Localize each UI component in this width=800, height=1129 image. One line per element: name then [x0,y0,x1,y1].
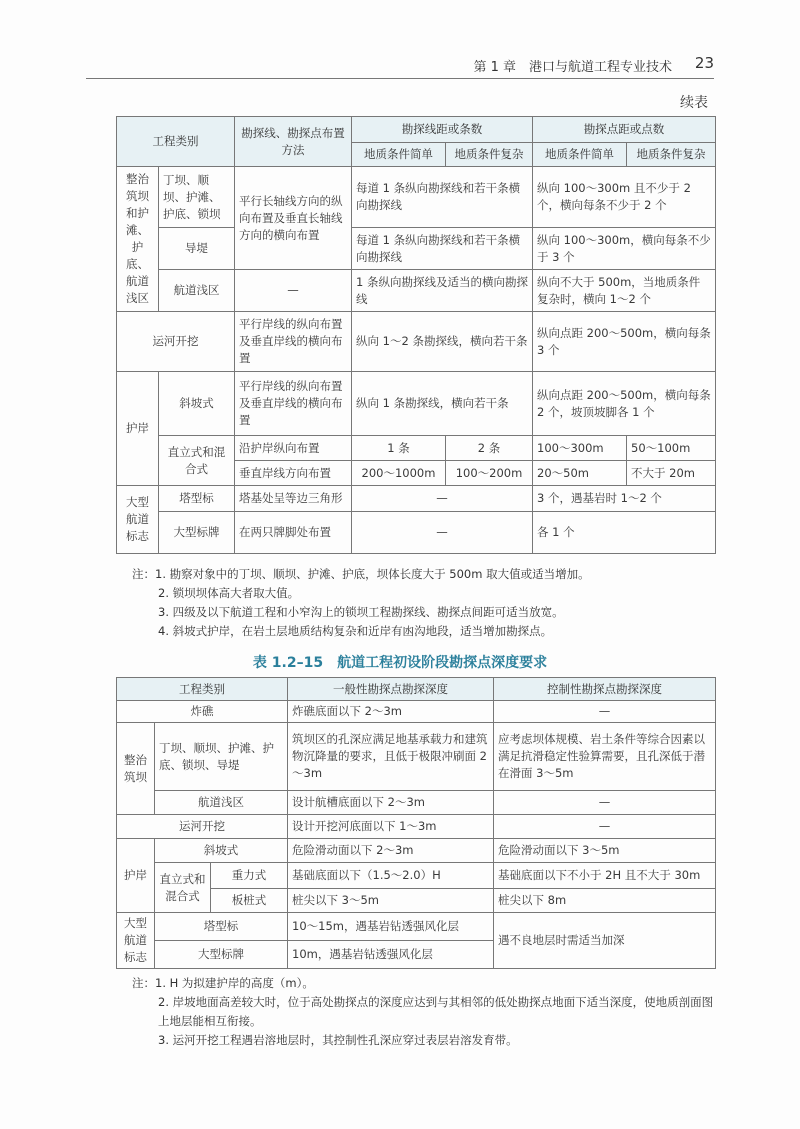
row-dam: 丁坝、顺坝、护滩、护底、锁坝、导堤 [155,723,288,791]
chapter-title: 第 1 章 港口与航道工程专业技术 [473,60,672,75]
row-vert-method-1: 沿护岸纵向布置 [235,436,352,461]
note-line: 3. 运河开挖工程遇岩溶地层时，其控制性孔深应穿过表层岩溶发育带。 [158,1033,518,1047]
header-line: 勘探线距或条数 [352,117,533,143]
table1-notes [132,565,717,641]
row-shoal-line: 1 条纵向勘探线及适当的横向勘探线 [352,270,533,312]
row-dam: 丁坝、顺坝、护滩、护底、锁坝 [159,167,235,228]
row-canal-line: 纵向 1～2 条勘探线，横向若干条 [352,312,533,372]
row-vert-point-simple-2: 20～50m [533,461,627,486]
row-vert-simple-2: 200～1000m [352,461,446,486]
row-sign-control: 遇不良地层时需适当加深 [494,913,716,969]
row-dam-line: 每道 1 条纵向勘探线和若干条横向勘探线 [352,167,533,228]
group-sign: 大型航道标志 [117,913,155,969]
row-shoal-method: — [235,270,352,312]
group-revet: 护岸 [117,372,159,486]
row-blast: 炸礁 [117,701,288,723]
row-vert-simple-1: 1 条 [352,436,446,461]
row-pile-control: 桩尖以下 8m [494,889,716,913]
row-vert-complex-1: 2 条 [446,436,533,461]
row-board-point: 各 1 个 [533,512,716,554]
row-gravity-general: 基础底面以下（1.5～2.0）H [288,863,494,889]
row-tower-general: 10～15m，遇基岩钻透强风化层 [288,913,494,941]
table2-caption: 表 1.2–15 航道工程初设阶段勘探点深度要求 [252,655,548,671]
header-category: 工程类别 [117,117,235,167]
row-pile-general: 桩尖以下 3～5m [288,889,494,913]
row-dam-point: 纵向 100～300m 且不少于 2 个，横向每条不少于 2 个 [533,167,716,228]
group-revet: 护岸 [117,839,155,913]
row-board: 大型标牌 [159,512,235,554]
row-slope-line: 纵向 1 条勘探线，横向若干条 [352,372,533,436]
continued-label: 续表 [680,95,708,111]
header-category: 工程类别 [117,678,288,701]
note-line: 注：1. 勘察对象中的丁坝、顺坝、护滩、护底，坝体长度大于 500m 取大值或适当增加。 [132,567,590,581]
row-slope-point: 纵向点距 200～500m，横向每条 2 个，坡顶坡脚各 1 个 [533,372,716,436]
row-tower-line: — [352,486,533,512]
row-board: 大型标牌 [155,941,288,969]
row-tower: 塔型标 [159,486,235,512]
row-shoal-control: — [494,791,716,815]
row-vert-method-2: 垂直岸线方向布置 [235,461,352,486]
row-pile: 板桩式 [211,889,288,913]
survey-depth-table [116,677,716,969]
row-canal-control: — [494,815,716,839]
row-shoal-point: 纵向不大于 500m，当地质条件复杂时，横向 1～2 个 [533,270,716,312]
row-board-method: 在两只牌脚处布置 [235,512,352,554]
header-control: 控制性勘探点勘探深度 [494,678,716,701]
note-line: 3. 四级及以下航道工程和小窄沟上的锁坝工程勘探线、勘探点间距可适当放宽。 [158,605,564,619]
header-line-complex: 地质条件复杂 [446,143,533,167]
header-point-simple: 地质条件简单 [533,143,627,167]
row-dam-control: 应考虑坝体规模、岩土条件等综合因素以满足抗滑稳定性验算需要，且孔深低于潜在滑面 3～5m [494,723,716,791]
page-header [86,52,714,79]
note-line: 2. 锁坝坝体高大者取大值。 [158,586,300,600]
row-vert-complex-2: 100～200m [446,461,533,486]
group-regulate: 整治筑坝和护滩、护底、航道浅区 [117,167,159,312]
row-dam-method: 平行长轴线方向的纵向布置及垂直长轴线方向的横向布置 [235,167,352,270]
row-slope-method: 平行岸线的纵向布置及垂直岸线的横向布置 [235,372,352,436]
note-line: 2. 岸坡地面高差较大时，位于高处勘探点的深度应达到与其相邻的低处勘探点地面下适当深度，使地质剖面图上地层能相互衔接。 [158,995,714,1028]
row-canal-method: 平行岸线的纵向布置及垂直岸线的横向布置 [235,312,352,372]
row-canal-general: 设计开挖河底面以下 1～3m [288,815,494,839]
row-vert-point-simple-1: 100～300m [533,436,627,461]
row-board-general: 10m，遇基岩钻透强风化层 [288,941,494,969]
row-canal: 运河开挖 [117,815,288,839]
row-guide-point: 纵向 100～300m，横向每条不少于 3 个 [533,228,716,270]
header-line-simple: 地质条件简单 [352,143,446,167]
row-guide-line: 每道 1 条纵向勘探线和若干条横向勘探线 [352,228,533,270]
row-canal: 运河开挖 [117,312,235,372]
row-gravity: 重力式 [211,863,288,889]
page-number: 23 [694,54,714,72]
row-vert-point-complex-2: 不大于 20m [627,461,716,486]
header-general: 一般性勘探点勘探深度 [288,678,494,701]
row-slope: 斜坡式 [159,372,235,436]
survey-layout-table [116,116,716,554]
row-guide: 导堤 [159,228,235,270]
row-shoal-general: 设计航槽底面以下 2～3m [288,791,494,815]
row-vert: 直立式和混合式 [155,863,211,913]
header-method: 勘探线、勘探点布置方法 [235,117,352,167]
row-dam-general: 筑坝区的孔深应满足地基承载力和建筑物沉降量的要求，且低于极限冲刷面 2～3m [288,723,494,791]
note-line: 注：1. H 为拟建护岸的高度（m）。 [132,976,314,990]
row-canal-point: 纵向点距 200～500m，横向每条 3 个 [533,312,716,372]
header-point-complex: 地质条件复杂 [627,143,716,167]
row-vert: 直立式和混合式 [159,436,235,486]
row-shoal: 航道浅区 [155,791,288,815]
row-tower-method: 塔基处呈等边三角形 [235,486,352,512]
row-vert-point-complex-1: 50～100m [627,436,716,461]
row-tower-point: 3 个，遇基岩时 1～2 个 [533,486,716,512]
row-blast-general: 炸礁底面以下 2～3m [288,701,494,723]
row-board-line: — [352,512,533,554]
row-gravity-control: 基础底面以下不小于 2H 且不大于 30m [494,863,716,889]
note-line: 4. 斜坡式护岸，在岩土层地质结构复杂和近岸有凼沟地段，适当增加勘探点。 [158,624,553,638]
row-slope-control: 危险滑动面以下 3～5m [494,839,716,863]
group-regulate: 整治筑坝 [117,723,155,815]
row-blast-control: — [494,701,716,723]
row-slope: 斜坡式 [155,839,288,863]
table2-notes [132,974,717,1050]
group-sign: 大型航道标志 [117,486,159,554]
row-slope-general: 危险滑动面以下 2～3m [288,839,494,863]
row-tower: 塔型标 [155,913,288,941]
header-point: 勘探点距或点数 [533,117,716,143]
row-shoal: 航道浅区 [159,270,235,312]
